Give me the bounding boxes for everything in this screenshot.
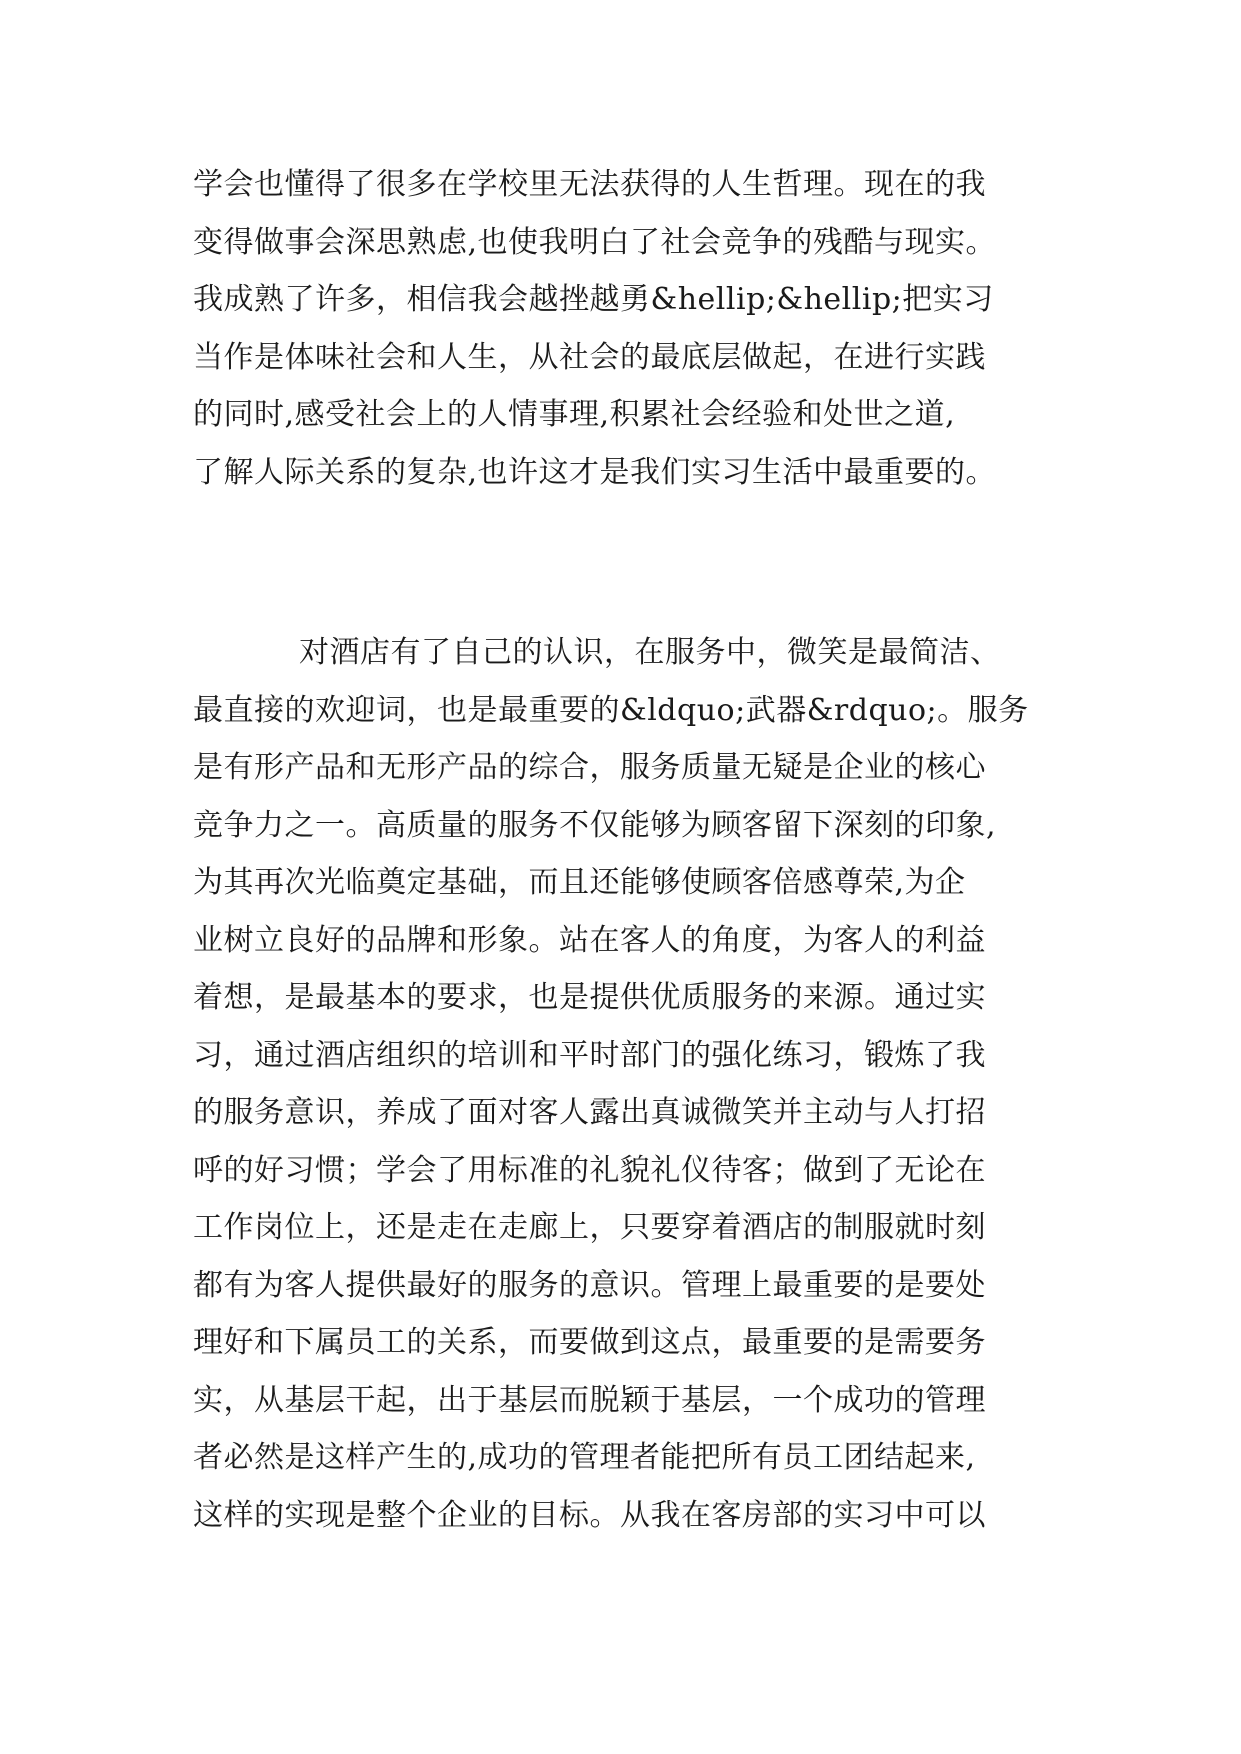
paragraph-line: 竞争力之一。高质量的服务不仅能够为顾客留下深刻的印象, bbox=[193, 807, 997, 843]
paragraph-line: 对酒店有了自己的认识，在服务中，微笑是最简洁、 bbox=[299, 635, 1001, 670]
paragraph-line: 工作岗位上，还是走在走廊上，只要穿着酒店的制服就时刻 bbox=[193, 1210, 986, 1245]
paragraph-line: 当作是体味社会和人生，从社会的最底层做起，在进行实践 bbox=[193, 339, 986, 375]
paragraph-line: 了解人际关系的复杂,也许这才是我们实习生活中最重要的。 bbox=[193, 454, 997, 490]
paragraph-line: 的同时,感受社会上的人情事理,积累社会经验和处世之道, bbox=[193, 397, 956, 432]
paragraph-line: 习，通过酒店组织的培训和平时部门的强化练习，锻炼了我 bbox=[193, 1037, 986, 1073]
paragraph-line: 都有为客人提供最好的服务的意识。管理上最重要的是要处 bbox=[193, 1267, 986, 1303]
paragraph-line: 学会也懂得了很多在学校里无法获得的人生哲理。现在的我 bbox=[193, 167, 986, 202]
paragraph-line: 我成熟了许多，相信我会越挫越勇&hellip;&hellip;把实习 bbox=[193, 282, 994, 317]
paragraph-line: 的服务意识，养成了面对客人露出真诚微笑并主动与人打招 bbox=[193, 1095, 986, 1130]
paragraph-2 bbox=[193, 624, 1093, 1544]
paragraph-line: 呼的好习惯；学会了用标准的礼貌礼仪待客；做到了无论在 bbox=[193, 1152, 986, 1188]
paragraph-1 bbox=[193, 156, 1093, 501]
paragraph-line: 实，从基层干起，出于基层而脱颖于基层，一个成功的管理 bbox=[193, 1382, 986, 1418]
paragraph-line: 者必然是这样产生的,成功的管理者能把所有员工团结起来, bbox=[193, 1440, 976, 1475]
paragraph-line: 变得做事会深思熟虑,也使我明白了社会竞争的残酷与现实。 bbox=[193, 224, 997, 260]
paragraph-line: 为其再次光临奠定基础，而且还能够使顾客倍感尊荣,为企 bbox=[193, 865, 966, 900]
paragraph-line: 最直接的欢迎词，也是最重要的&ldquo;武器&rdquo;。服务 bbox=[193, 692, 1029, 728]
paragraph-line: 是有形产品和无形产品的综合，服务质量无疑是企业的核心 bbox=[193, 750, 986, 785]
paragraph-line: 着想，是最基本的要求，也是提供优质服务的来源。通过实 bbox=[193, 980, 986, 1015]
paragraph-line: 理好和下属员工的关系，而要做到这点，最重要的是需要务 bbox=[193, 1325, 986, 1360]
paragraph-line: 这样的实现是整个企业的目标。从我在客房部的实习中可以 bbox=[193, 1497, 986, 1533]
paragraph-line: 业树立良好的品牌和形象。站在客人的角度，为客人的利益 bbox=[193, 922, 986, 958]
